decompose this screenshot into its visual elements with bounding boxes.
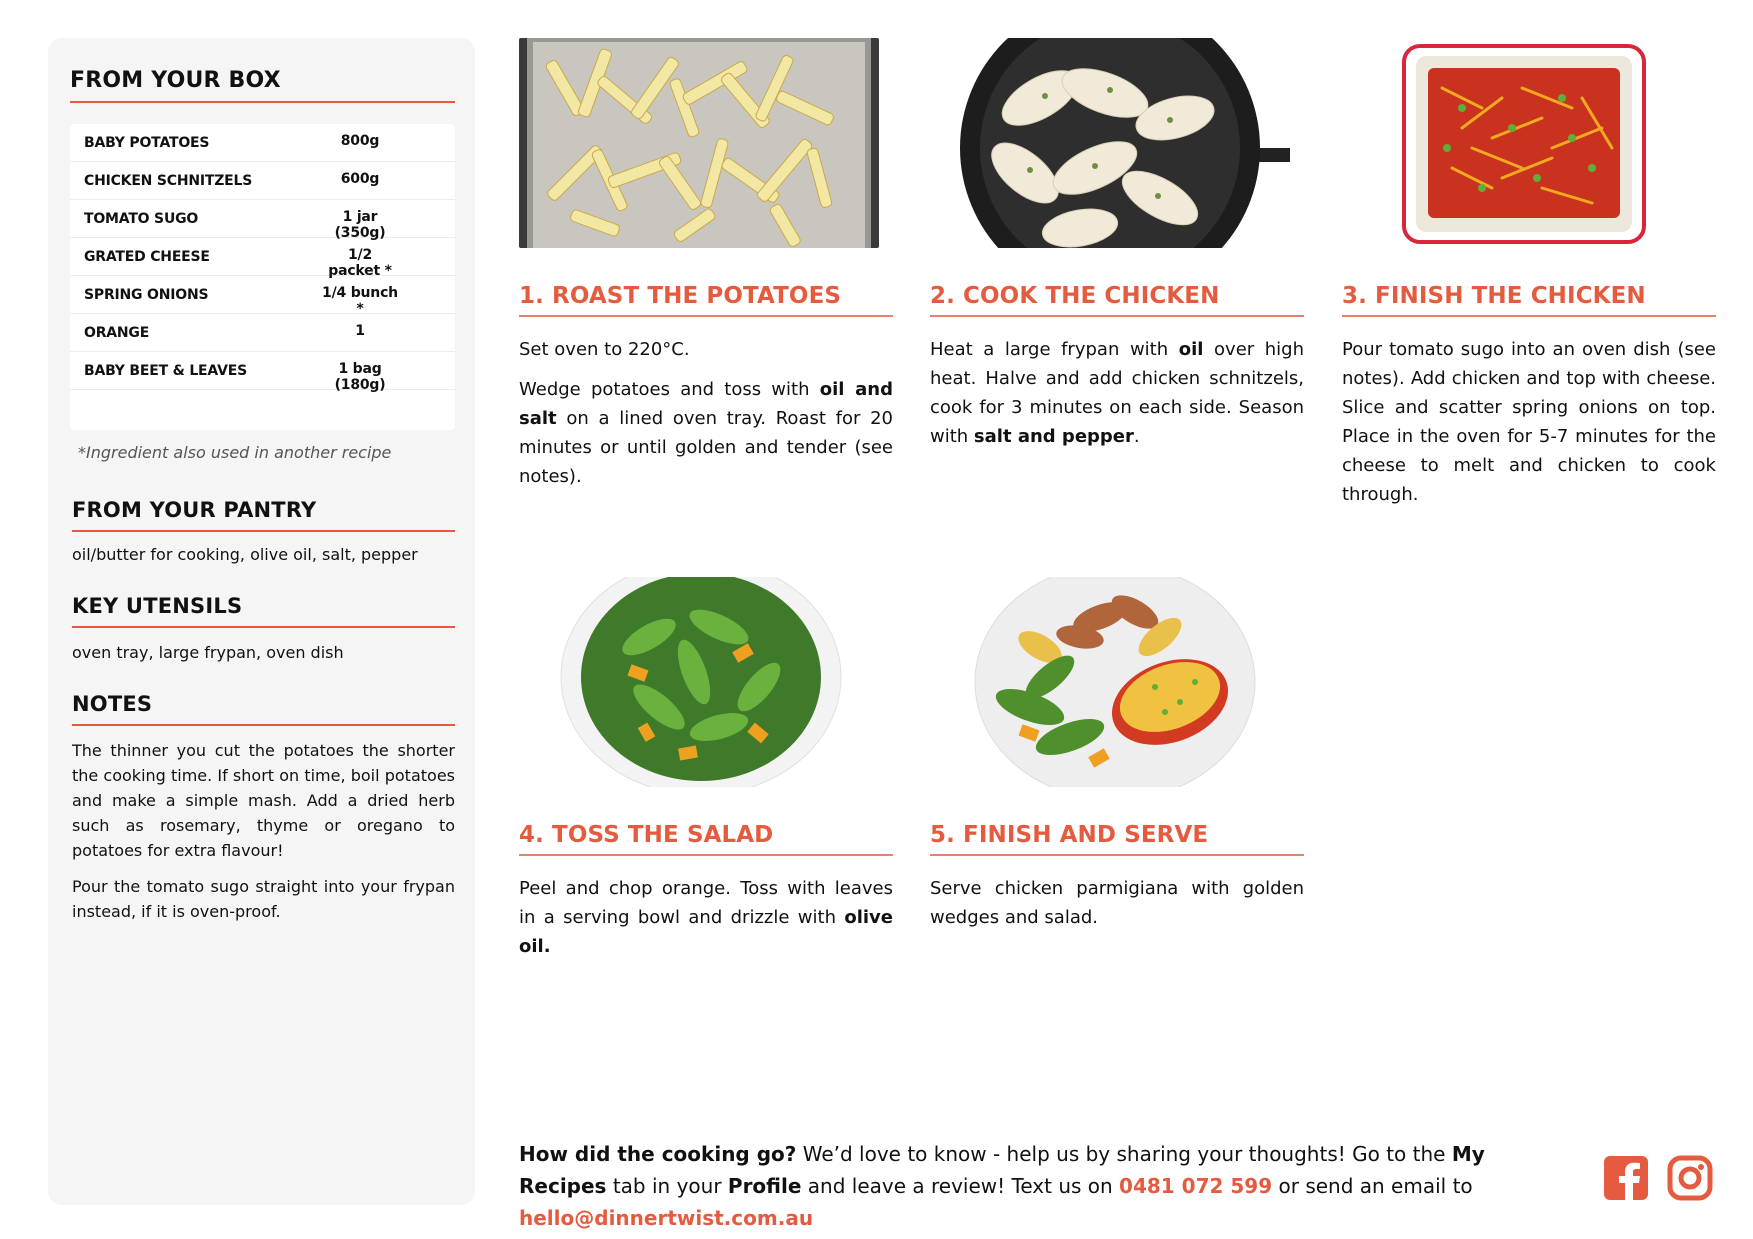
phone-number[interactable]: 0481 072 599 (1119, 1174, 1273, 1198)
sidebar-panel (48, 38, 475, 1205)
utensils-heading: KEY UTENSILS (72, 594, 455, 628)
step-2-paragraph: Heat a large frypan with oil over high heat. Halve and add chicken schnitzels, cook for 3 minutes on each side. Season with salt and pepper. (930, 339, 1304, 447)
step-4-text (519, 874, 893, 972)
ingredient-qty: 1 jar (350g) (334, 209, 386, 241)
table-row (70, 238, 455, 279)
email-link[interactable]: hello@dinnertwist.com.au (519, 1206, 814, 1230)
ingredient-qty: 1 (355, 323, 365, 339)
feedback-footer: How did the cooking go? We’d love to know - help us by sharing your thoughts! Go to the My Recipes tab in your Profile and leave a review! Text us on 0481 072 599 or send an email to hello@dinnertwist.com.au (519, 1142, 1485, 1230)
table-row (70, 352, 455, 393)
pantry-heading: FROM YOUR PANTRY (72, 498, 455, 532)
notes-heading: NOTES (72, 692, 455, 726)
finish-chicken-photo (1342, 38, 1702, 248)
ingredient-name: BABY BEET & LEAVES (84, 363, 247, 379)
step-3-paragraph: Pour tomato sugo into an oven dish (see notes). Add chicken and top with cheese. Slice and scatter spring onions on top. Place in the oven for 5-7 minutes for the cheese to melt and chicken to cook through. (1342, 339, 1716, 505)
ingredients-table (70, 124, 455, 430)
step-1-text (519, 335, 893, 502)
ingredient-qty: 1 bag (180g) (334, 361, 386, 393)
ingredient-name: TOMATO SUGO (84, 211, 199, 227)
cook-chicken-photo (930, 38, 1290, 248)
table-row (70, 162, 455, 200)
step-4-title: 4. TOSS THE SALAD (519, 822, 893, 856)
ingredient-name: ORANGE (84, 325, 150, 341)
table-row (70, 276, 455, 317)
profile-label: Profile (727, 1174, 802, 1198)
step-2-title: 2. COOK THE CHICKEN (930, 283, 1304, 317)
my-recipes-label: My Recipes (519, 1142, 1485, 1198)
pantry-text: oil/butter for cooking, olive oil, salt, pepper (72, 545, 418, 564)
step-2-text (930, 335, 1304, 462)
ingredient-qty: 600g (340, 171, 380, 187)
ingredient-qty: 1/4 bunch * (322, 285, 398, 317)
ingredient-name: CHICKEN SCHNITZELS (84, 173, 253, 189)
step-3-title: 3. FINISH THE CHICKEN (1342, 283, 1716, 317)
roast-potatoes-photo (519, 38, 879, 248)
step-1-title: 1. ROAST THE POTATOES (519, 283, 893, 317)
ingredient-qty: 800g (340, 133, 380, 149)
notes-paragraph-1: The thinner you cut the potatoes the shorter the cooking time. If short on time, boil potatoes and make a simple mash. Add a dried herb such as rosemary, thyme or oregano to potatoes for extra flavour! (72, 741, 455, 860)
step-5-text (930, 874, 1304, 943)
table-row (70, 314, 455, 352)
facebook-icon[interactable] (1603, 1155, 1649, 1201)
table-row (70, 124, 455, 162)
ingredient-qty: 1/2 packet * (328, 247, 392, 279)
notes-paragraph-2: Pour the tomato sugo straight into your frypan instead, if it is oven-proof. (72, 877, 455, 921)
instagram-icon[interactable] (1667, 1155, 1713, 1201)
step-1-paragraph-2: Wedge potatoes and toss with oil and salt on a lined oven tray. Roast for 20 minutes or until golden and tender (see notes). (519, 379, 894, 487)
step-4-paragraph: Peel and chop orange. Toss with leaves in a serving bowl and drizzle with olive oil. (519, 878, 893, 957)
toss-salad-photo (519, 577, 879, 787)
ingredient-name: SPRING ONIONS (84, 287, 209, 303)
ingredient-name: GRATED CHEESE (84, 249, 210, 265)
box-heading: FROM YOUR BOX (70, 68, 455, 103)
step-3-text (1342, 335, 1716, 520)
footnote: *Ingredient also used in another recipe (78, 443, 392, 462)
finish-serve-photo (930, 577, 1290, 787)
step-5-paragraph: Serve chicken parmigiana with golden wedges and salad. (930, 878, 1304, 928)
step-5-title: 5. FINISH AND SERVE (930, 822, 1304, 856)
table-row (70, 200, 455, 241)
ingredient-name: BABY POTATOES (84, 135, 210, 151)
utensils-text: oven tray, large frypan, oven dish (72, 643, 344, 662)
step-1-paragraph-1: Set oven to 220°C. (519, 339, 690, 360)
feedback-question: How did the cooking go? (519, 1142, 797, 1166)
